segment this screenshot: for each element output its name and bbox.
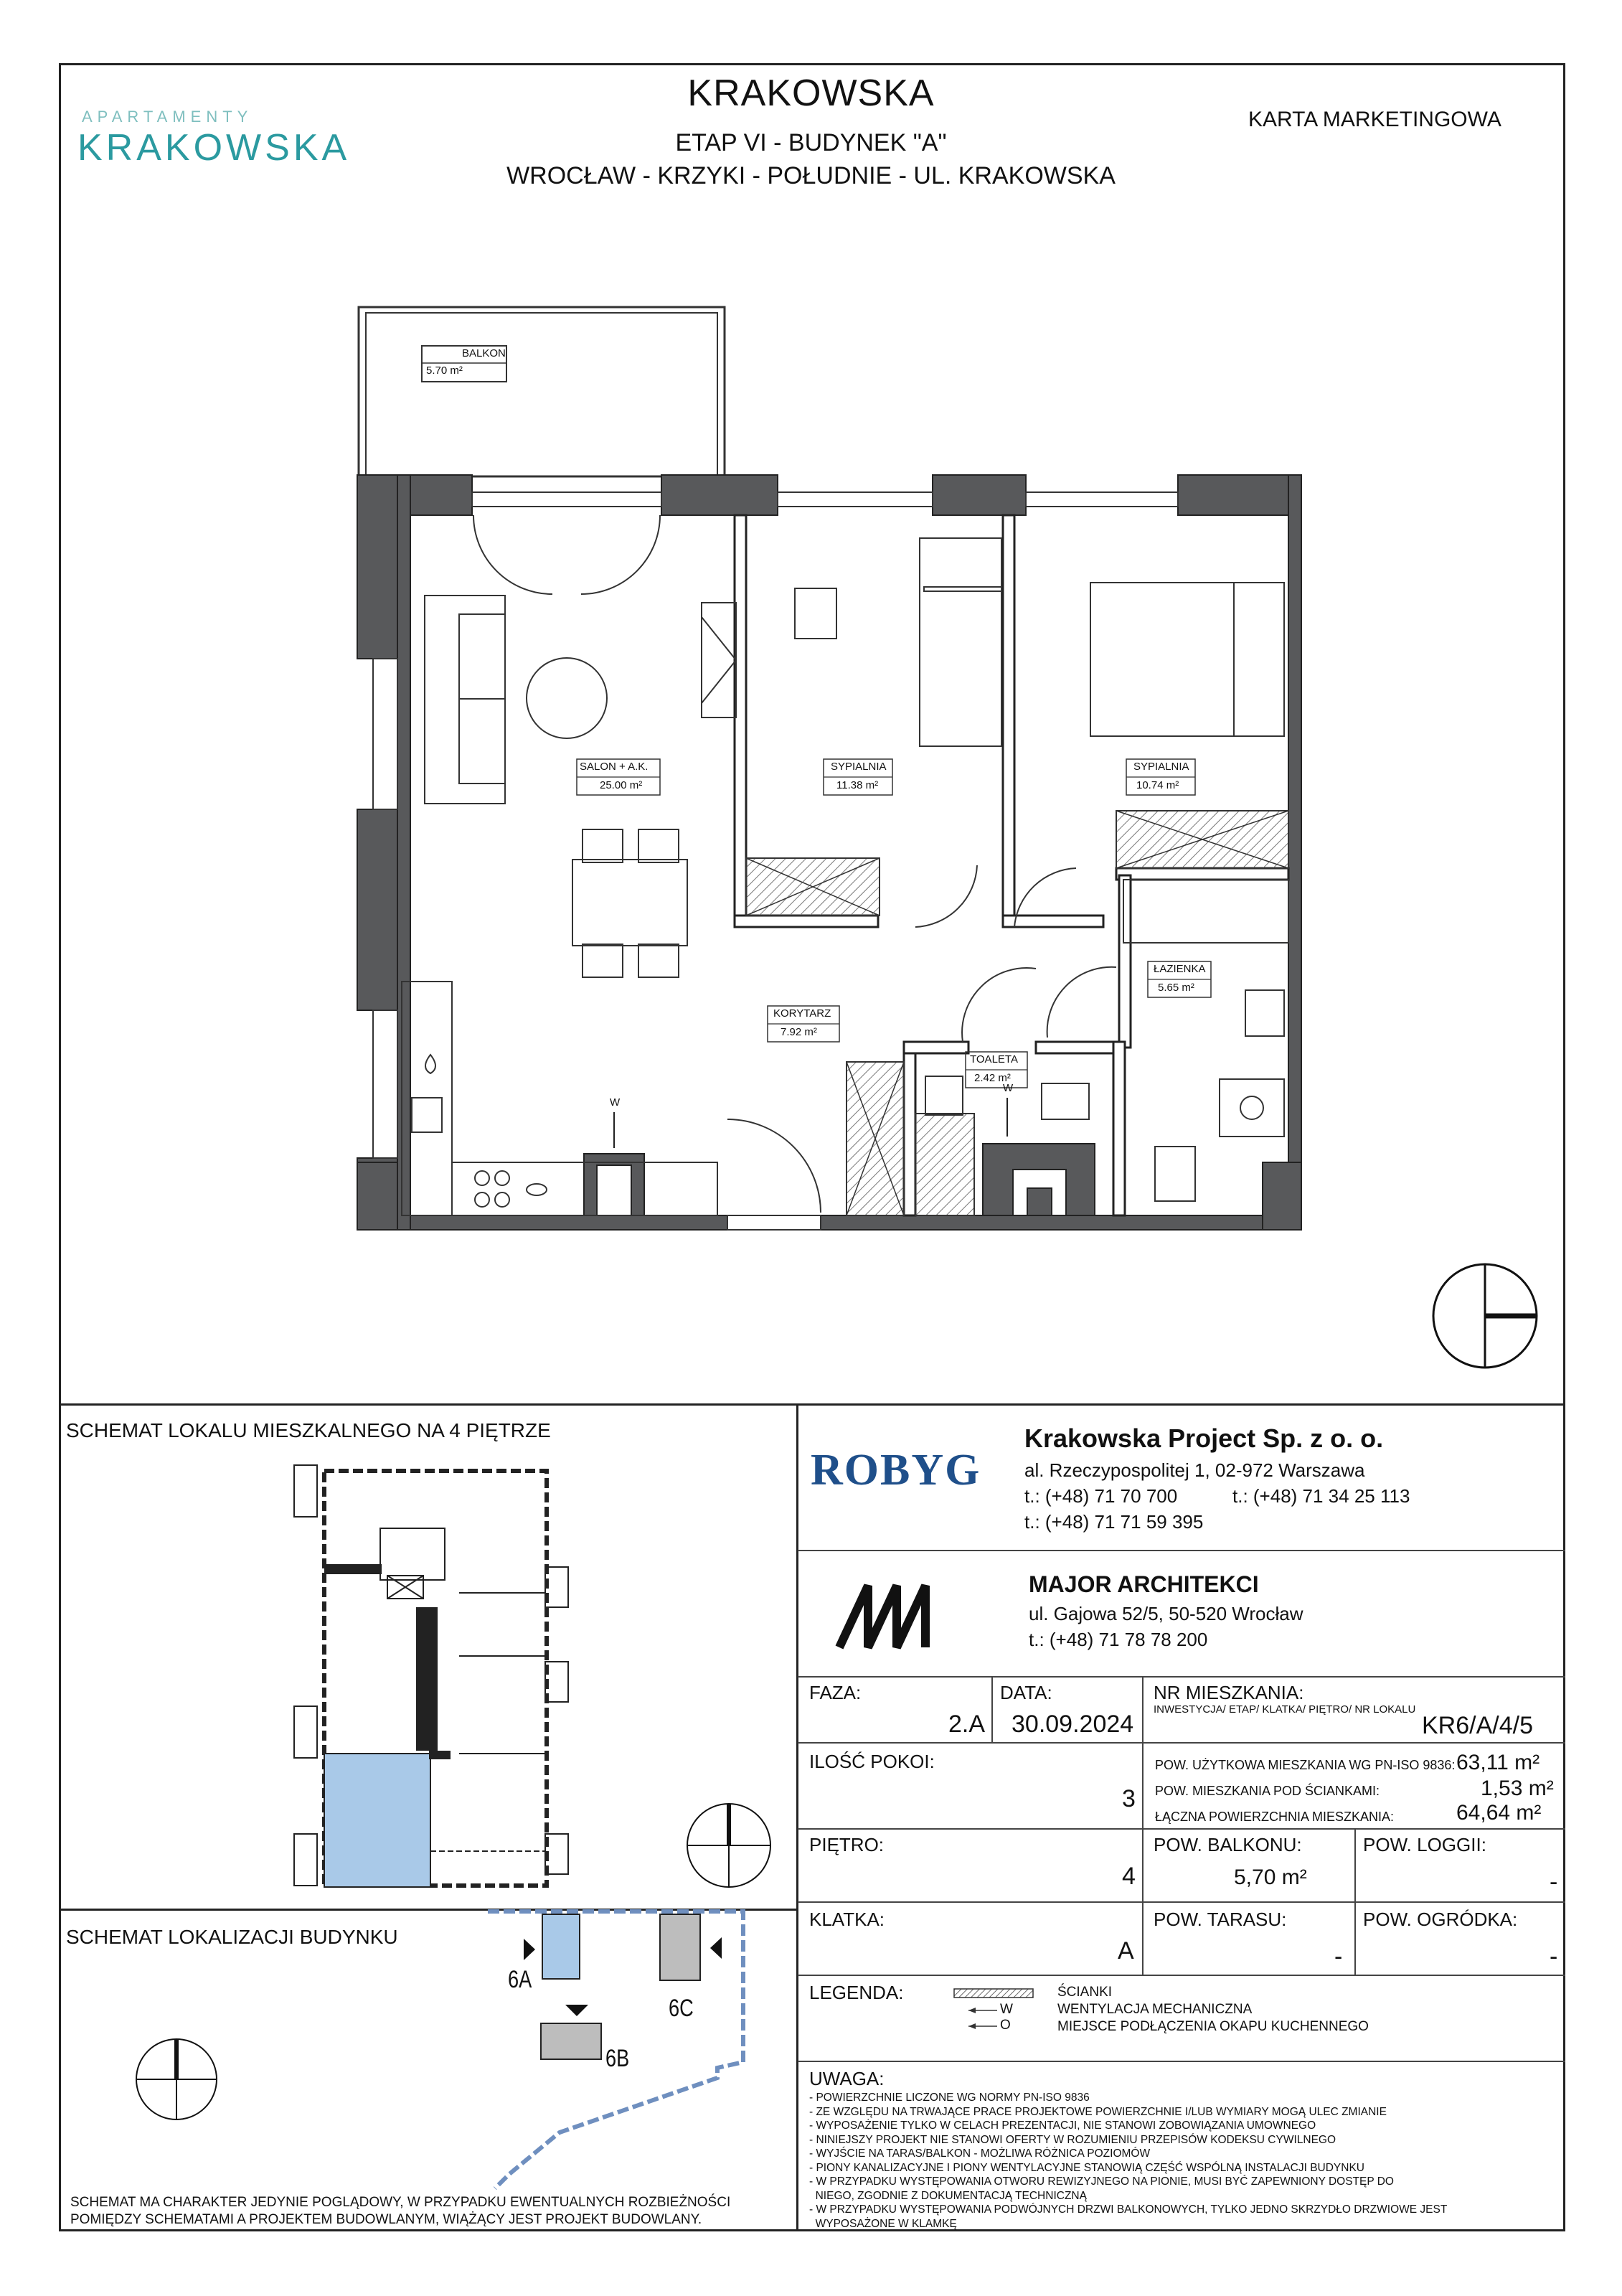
note-item: - W PRZYPADKU WYSTĘPOWANIA OTWORU REWIZYJNEGO NA PIONIE, MUSI BYĆ ZAPEWNIONY DOSTĘP DO (809, 2175, 1394, 2188)
nr-label: NR MIESZKANIA: (1154, 1682, 1304, 1703)
room-labels (577, 759, 1211, 1088)
room-living-name: SALON + A.K. (580, 761, 649, 773)
developer-name: Krakowska Project Sp. z o. o. (1024, 1424, 1384, 1453)
area2-value: 1,53 m² (1481, 1777, 1554, 1800)
room-bedroom1-area: 11.38 m² (836, 779, 879, 791)
floor-schema-diagram (0, 1435, 796, 1909)
pietro-value: 4 (1122, 1863, 1136, 1890)
divider-dev (798, 1550, 1565, 1551)
balcony (359, 307, 725, 476)
nr-value: KR6/A/4/5 (1422, 1712, 1533, 1739)
architect-name: MAJOR ARCHITEKCI (1029, 1571, 1259, 1597)
major-architekci-logo (825, 1576, 968, 1655)
divider-r4 (798, 1901, 1565, 1903)
note-item: - NINIEJSZY PROJEKT NIE STANOWI OFERTY W ROZUMIENIU PRZEPISÓW KODEKSU CYWILNEGO (809, 2133, 1336, 2146)
loggia-label: POW. LOGGII: (1363, 1834, 1486, 1855)
balkon-value: 5,70 m² (1234, 1866, 1307, 1889)
loggia-value: - (1550, 1868, 1558, 1896)
note-item: - WYPOSAŻENIE TYLKO W CELACH PREZENTACJI, NIE STANOWI ZOBOWIĄZANIA UMOWNEGO (809, 2119, 1316, 2132)
building-label-6a: 6A (508, 1966, 532, 1993)
data-label: DATA: (1000, 1682, 1052, 1703)
architect-address: ul. Gajowa 52/5, 50-520 Wrocław (1029, 1603, 1303, 1624)
room-living-area: 25.00 m² (600, 779, 643, 791)
floor-schema-title: SCHEMAT LOKALU MIESZKALNEGO NA 4 PIĘTRZE (66, 1419, 551, 1441)
room-corridor-area: 7.92 m² (781, 1026, 817, 1038)
divider-r5 (798, 1975, 1565, 1976)
room-corridor-name: KORYTARZ (773, 1007, 831, 1020)
divider-r2 (798, 1742, 1565, 1744)
developer-address: al. Rzeczypospolitej 1, 02-972 Warszawa (1024, 1459, 1365, 1481)
divider-vertical (796, 1403, 798, 2231)
divider-c1 (991, 1676, 993, 1742)
page-subtitle-stage: ETAP VI - BUDYNEK "A" (675, 129, 947, 156)
note-item: NIEGO, ZGODNIE Z DOKUMENTACJĄ TECHNICZNĄ (809, 2189, 1087, 2202)
building-label-6b: 6B (605, 2045, 630, 2072)
brand-logo-main: KRAKOWSKA (77, 127, 351, 169)
legend-o-mark: O (1000, 2018, 1011, 2033)
note-item: - PIONY KANALIZACYJNE I PIONY WENTYLACYJNE STANOWIĄ CZĘŚĆ WSPÓLNĄ INSTALACJI BUDYNKU (809, 2161, 1364, 2174)
pietro-label: PIĘTRO: (809, 1834, 885, 1855)
room-bedroom2-name: SYPIALNIA (1133, 761, 1189, 773)
legend-item-ventilation: WENTYLACJA MECHANICZNA (1057, 2002, 1253, 2017)
vent-marker-label-toilet: W (1003, 1082, 1014, 1094)
divider-r6 (798, 2061, 1565, 2062)
legend-item-hood: MIEJSCE PODŁĄCZENIA OKAPU KUCHENNEGO (1057, 2019, 1369, 2034)
nr-sublabel: INWESTYCJA/ ETAP/ KLATKA/ PIĘTRO/ NR LOKALU (1154, 1703, 1416, 1716)
legend-item-walls: ŚCIANKI (1057, 1985, 1113, 2000)
vent-marker-label: W (610, 1096, 621, 1109)
room-bathroom-area: 5.65 m² (1158, 982, 1194, 994)
divider-r3 (798, 1828, 1565, 1830)
location-schema-title: SCHEMAT LOKALIZACJI BUDYNKU (66, 1926, 398, 1948)
note-item: - WYJŚCIE NA TARAS/BALKON - MOŻLIWA RÓŻNICA POZIOMÓW (809, 2147, 1151, 2160)
north-compass-icon (1433, 1264, 1537, 1368)
area3-value: 64,64 m² (1456, 1801, 1542, 1825)
developer-phone-1: t.: (+48) 71 70 700 (1024, 1485, 1178, 1507)
robyg-logo: ROBYG (811, 1446, 981, 1495)
taras-label: POW. TARASU: (1154, 1909, 1287, 1930)
building-label-6c: 6C (669, 1995, 694, 2022)
klatka-label: KLATKA: (809, 1909, 885, 1930)
ogrodek-value: - (1550, 1943, 1558, 1970)
divider-c2 (1142, 1676, 1144, 1828)
pokoi-value: 3 (1122, 1785, 1136, 1812)
pokoi-label: ILOŚĆ POKOI: (809, 1751, 935, 1772)
location-schema-diagram (0, 1909, 796, 2196)
legend-label: LEGENDA: (809, 1982, 904, 2003)
area3-label: ŁĄCZNA POWIERZCHNIA MIESZKANIA: (1155, 1810, 1395, 1824)
room-toilet-area: 2.42 m² (974, 1072, 1011, 1084)
room-bedroom1-name: SYPIALNIA (831, 761, 887, 773)
schema-note: SCHEMAT MA CHARAKTER JEDYNIE POGLĄDOWY, W PRZYPADKU EWENTUALNYCH ROZBIEŻNOŚCI POMIĘDZY SCHEMATAMI A PROJEKTEM BUDOWLANYM, WIĄŻĄCY JEST PROJEKT BUDOWLANY. (70, 2195, 731, 2227)
page-subtitle-address: WROCŁAW - KRZYKI - POŁUDNIE - UL. KRAKOWSKA (506, 162, 1116, 189)
notes-list (809, 2091, 1447, 2231)
faza-value: 2.A (948, 1711, 986, 1738)
divider-c4 (1354, 1828, 1356, 1975)
data-value: 30.09.2024 (1012, 1711, 1134, 1738)
notes-label: UWAGA: (809, 2068, 885, 2089)
card-type: KARTA MARKETINGOWA (1248, 108, 1501, 131)
balkon-label: POW. BALKONU: (1154, 1834, 1302, 1855)
architect-phone: t.: (+48) 71 78 78 200 (1029, 1629, 1208, 1650)
room-toilet-name: TOALETA (970, 1053, 1018, 1065)
room-bedroom2-area: 10.74 m² (1136, 779, 1179, 791)
area1-value: 63,11 m² (1456, 1751, 1540, 1774)
divider-c3 (1142, 1828, 1144, 1975)
room-balcony-name: BALKON (462, 347, 506, 359)
note-item: WYPOSAŻONE W KLAMKĘ (809, 2217, 957, 2230)
note-item: - W PRZYPADKU WYSTĘPOWANIA PODWÓJNYCH DRZWI BALKONOWYCH, TYLKO JEDNO SKRZYDŁO DRZWIOWE JEST (809, 2203, 1448, 2216)
area1-label: POW. UŻYTKOWA MIESZKANIA WG PN-ISO 9836: (1155, 1758, 1456, 1772)
developer-phone-3: t.: (+48) 71 71 59 395 (1024, 1511, 1204, 1533)
developer-phone-2: t.: (+48) 71 34 25 113 (1232, 1485, 1410, 1507)
taras-value: - (1334, 1943, 1343, 1970)
room-bathroom-name: ŁAZIENKA (1154, 963, 1206, 975)
divider-main (59, 1403, 1565, 1406)
note-item: - POWIERZCHNIE LICZONE WG NORMY PN-ISO 9836 (809, 2092, 1090, 2104)
area2-label: POW. MIESZKANIA POD ŚCIANKAMI: (1155, 1784, 1380, 1798)
note-item: - ZE WZGLĘDU NA TRWAJĄCE PRACE PROJEKTOWE POWIERZCHNIE I/LUB WYMIARY MOGĄ ULEC ZMIANIE (809, 2105, 1387, 2118)
room-balcony-area: 5.70 m² (426, 364, 463, 377)
divider-arch (798, 1676, 1565, 1678)
klatka-value: A (1118, 1937, 1134, 1965)
faza-label: FAZA: (809, 1682, 862, 1703)
page-title: KRAKOWSKA (687, 72, 935, 114)
ogrodek-label: POW. OGRÓDKA: (1363, 1909, 1518, 1930)
legend-w-mark: W (1000, 2002, 1013, 2017)
brand-logo-top: APARTAMENTY (82, 108, 253, 126)
